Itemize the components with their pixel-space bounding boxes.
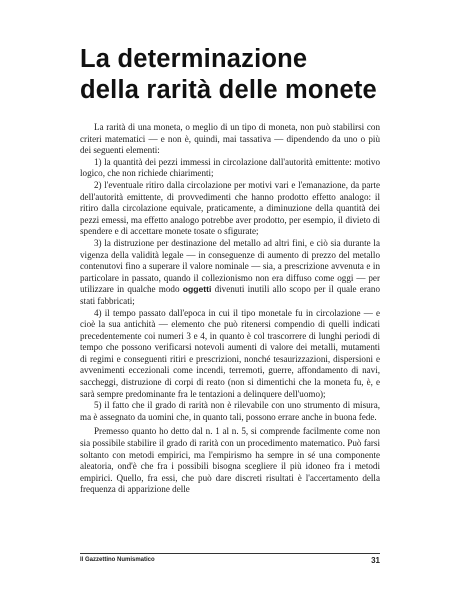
title-line-1: La determinazione — [80, 45, 308, 73]
page-number: 31 — [371, 556, 380, 565]
list-item-1: 1) la quantità dei pezzi immessi in circolazione dall'autorità emittente: motivo logico, che non richiede chiarimenti; — [80, 156, 380, 179]
list-item-3-text: 3) la distruzione per destinazione del metallo ad altri fini, e ciò sia durante la vigenza della validità legale — in conseguenze di aumento di prezzo del metallo contenutovi fino a superare il valore nominale — sia, a prescrizione avvenuta e in particolare in passato, quando il collezionismo non era diffuso come oggi — per utilizzare in qualche modo — [80, 237, 380, 295]
list-item-3 — [80, 238, 380, 308]
list-item-3-text-end: divenuti inutili allo scopo per il quale erano stati fabbricati; — [80, 284, 381, 306]
page-footer — [80, 553, 380, 566]
title-line-2: della rarità delle monete — [80, 76, 377, 104]
list-item-5: 5) il fatto che il grado di rarità non è rilevabile con uno strumento di misura, ma è assegnato da uomini che, in quanto tali, possono errare anche in buona fede. — [80, 400, 380, 422]
publication-name: Il Gazzettino Numismatico — [80, 557, 155, 563]
article-body — [80, 122, 380, 496]
paragraph-2: Premesso quanto ho detto dal n. 1 al n. 5, si comprende facilmente come non sia possibile stabilire il grado di rarità con un procedimento matematico. Può farsi soltanto con metodi empirici, ma l'empirismo ha sempre in sé una componente aleatoria, ond'è che fra i possibili bisogna scegliere il più idoneo fra i metodi empirici. Quello, fra essi, che può dare discreti risultati è l'accertamento della frequenza di apparizione delle — [80, 426, 380, 495]
intro-paragraph: La rarità di una moneta, o meglio di un tipo di moneta, non può stabilirsi con criteri matematici — e non è, quindi, mai tassativa — dipendendo da uno o più dei seguenti elementi: — [80, 122, 380, 156]
article-title — [80, 44, 420, 106]
list-item-3-bold-word: oggetti — [182, 284, 212, 295]
list-item-2: 2) l'eventuale ritiro dalla circolazione per motivi vari e l'emanazione, da parte dell'autorità emittente, di provvedimenti che hanno prodotto effetto analogo: il ritiro dalla circolazione equivale, praticamente, a diminuzione della quantità dei pezzi emessi, ma effetto analogo potrebbe aver prodotto, per esempio, il divieto di spendere e di accettare monete tosate o sfigurate; — [80, 179, 380, 237]
list-item-4: 4) il tempo passato dall'epoca in cui il tipo monetale fu in circolazione — e cioè la sua antichità — elemento che può ritenersi compendio di quelli indicati precedentemente coi numeri 3 e 4, in quanto è col trascorrere di lunghi periodi di tempo che possono verificarsi notevoli aumenti di valore dei metalli, mutamenti di regimi e conseguenti ritiri e prescrizioni, nonché tesaurizzazioni, dispersioni e avvenimenti eccezionali come incendi, terremoti, guerre, affondamento di navi, saccheggi, distruzione di corpi di reato (non si dimentichi che la moneta fu, è, e sarà sempre predominante fra le tentazioni a delinquere dell'uomo); — [80, 307, 380, 399]
